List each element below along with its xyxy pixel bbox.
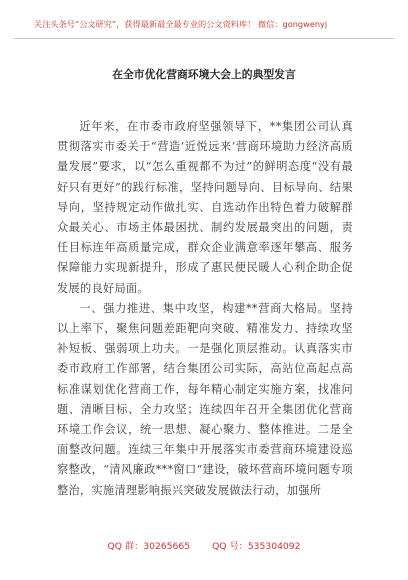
document-title: 在全市优化营商环境大会上的典型发言	[112, 68, 296, 81]
qq-group-text: QQ 群：30265665	[107, 541, 191, 552]
paragraph-section-one: 一、强力推进、集中攻坚，构建**营商大格局。坚持以上率下，聚焦问题差距靶向突破、精准发力、持续攻坚补短板、强弱项上功夫。一是强化顶层推动。认真落实市委市政府工作部署，结合集团公司实际，高站位高起点高标准谋划优化营商工作，每年精心制定实施方案，找准问题、清晰目标、全力攻坚；连续四年召开全集团优化营商环境工作会议，统一思想、凝心聚力、整体推进。二是全面整改问题。连续三年集中开展落实市委营商环境建设巡察整改，“清风廉政***窗口”建设，破坏营商环境问题专项整治，实施清理影响振兴突破发展做法行动，加强所	[57, 301, 353, 497]
header-bar	[14, 16, 394, 39]
qq-number-text: QQ 号：535304092	[212, 541, 301, 552]
document-body	[57, 117, 353, 501]
header-notice: 关注头条号“公文研究”，获得最新最全最专业的公文资料库！ 微信：gongwenyj	[34, 19, 328, 29]
footer-contact	[0, 540, 408, 554]
paragraph-intro: 近年来，在市委市政府坚强领导下，**集团公司认真贯彻落实市委关于“营造‘近悦远来’营商环境助力经济高质量发展”要求，以“怎么重视都不为过”的鲜明态度“没有最好只有更好”的践行标准，坚持问题导向、目标导向、结果导向，坚持规定动作做扎实、自选动作出特色着力破解群众最关心、市场主体最困扰、制约发展最突出的问题，责任目标连年高质量完成，群众企业满意率逐年攀高、服务保障能力实现新提升，形成了惠民便民暖人心利企助企促发展的良好局面。	[57, 120, 353, 295]
